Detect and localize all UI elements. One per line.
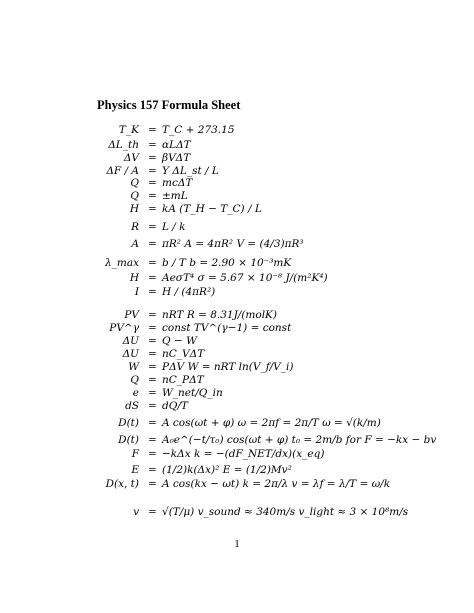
equation-rhs: W_net/Q_in bbox=[162, 387, 223, 399]
equation-rhs: πR² A = 4πR² V = (4/3)πR³ bbox=[162, 238, 304, 250]
equation-rhs: kA (T_H − T_C) / L bbox=[162, 203, 262, 215]
equals-sign: = bbox=[148, 272, 157, 284]
equation-lhs: F bbox=[131, 448, 139, 460]
equation-rhs: nC_PΔT bbox=[162, 374, 204, 386]
equation-lhs: W bbox=[128, 361, 139, 373]
equals-sign: = bbox=[148, 190, 157, 202]
equation-rhs: nRT R = 8.31J/(molK) bbox=[162, 309, 278, 321]
equation-lhs: dS bbox=[125, 400, 139, 412]
page-title: Physics 157 Formula Sheet bbox=[97, 98, 241, 112]
equals-sign: = bbox=[148, 478, 157, 490]
equation-rhs: A₀e^(−t/τ₀) cos(ωt + φ) t₀ = 2m/b for F = −kx − bv bbox=[162, 434, 437, 446]
equation-lhs: ΔL_th bbox=[108, 139, 139, 151]
equals-sign: = bbox=[148, 361, 157, 373]
equals-sign: = bbox=[148, 506, 157, 518]
equation-lhs: A bbox=[131, 238, 139, 250]
equation-row bbox=[0, 506, 474, 524]
equation-rhs: A cos(ωt + φ) ω = 2πf = 2π/T ω = √(k/m) bbox=[162, 417, 381, 429]
equals-sign: = bbox=[148, 335, 157, 347]
equation-rhs: −kΔx k = −(dF_NET/dx)(x_eq) bbox=[162, 448, 325, 460]
equation-lhs: Q bbox=[130, 177, 139, 189]
equation-rhs: A cos(kx − ωt) k = 2π/λ v = λf = λ/T = ω/k bbox=[162, 478, 391, 490]
equals-sign: = bbox=[148, 257, 157, 269]
equals-sign: = bbox=[148, 400, 157, 412]
equation-row bbox=[0, 203, 474, 221]
equals-sign: = bbox=[148, 203, 157, 215]
equation-row bbox=[0, 417, 474, 435]
equation-rhs: H / (4πR²) bbox=[162, 286, 216, 298]
equals-sign: = bbox=[148, 286, 157, 298]
equation-rhs: αLΔT bbox=[162, 139, 191, 151]
equation-rhs: dQ/T bbox=[162, 400, 188, 412]
equation-rhs: ±mL bbox=[162, 190, 188, 202]
equation-rhs: Y ΔL_st / L bbox=[162, 165, 219, 177]
equation-rhs: mcΔT bbox=[162, 177, 193, 189]
equation-rhs: (1/2)k(Δx)² E = (1/2)Mv² bbox=[162, 464, 292, 476]
equation-row bbox=[0, 478, 474, 496]
equation-lhs: D(x, t) bbox=[105, 478, 139, 490]
equation-lhs: e bbox=[132, 387, 139, 399]
equals-sign: = bbox=[148, 417, 157, 429]
equation-row bbox=[0, 286, 474, 304]
equation-lhs: ΔU bbox=[122, 335, 139, 347]
equation-rhs: βVΔT bbox=[162, 152, 191, 164]
equals-sign: = bbox=[148, 124, 157, 136]
equation-rhs: Q − W bbox=[162, 335, 197, 347]
equals-sign: = bbox=[148, 177, 157, 189]
equation-lhs: H bbox=[129, 203, 139, 215]
equals-sign: = bbox=[148, 448, 157, 460]
equation-lhs: D(t) bbox=[118, 417, 139, 429]
equals-sign: = bbox=[148, 221, 157, 233]
equation-rhs: nC_VΔT bbox=[162, 348, 205, 360]
equation-lhs: D(t) bbox=[118, 434, 139, 446]
equals-sign: = bbox=[148, 374, 157, 386]
equation-lhs: T_K bbox=[118, 124, 139, 136]
equation-lhs: ΔU bbox=[122, 348, 139, 360]
equation-lhs: PV^γ bbox=[109, 322, 139, 334]
equation-rhs: T_C + 273.15 bbox=[162, 124, 235, 136]
equation-row bbox=[0, 400, 474, 418]
equation-lhs: E bbox=[131, 464, 139, 476]
equals-sign: = bbox=[148, 434, 157, 446]
equation-lhs: Q bbox=[130, 190, 139, 202]
equation-rhs: L / k bbox=[162, 221, 186, 233]
equals-sign: = bbox=[148, 309, 157, 321]
equation-rhs: b / T b = 2.90 × 10⁻³mK bbox=[162, 257, 292, 269]
equation-lhs: R bbox=[131, 221, 139, 233]
equation-lhs: I bbox=[134, 286, 139, 298]
equation-row bbox=[0, 221, 474, 239]
page-number: 1 bbox=[234, 538, 240, 550]
equation-lhs: ΔV bbox=[123, 152, 139, 164]
equals-sign: = bbox=[148, 238, 157, 250]
equation-rhs: const TV^(γ−1) = const bbox=[162, 322, 292, 334]
equals-sign: = bbox=[148, 348, 157, 360]
equals-sign: = bbox=[148, 464, 157, 476]
equation-lhs: Q bbox=[130, 374, 139, 386]
equals-sign: = bbox=[148, 322, 157, 334]
equation-row bbox=[0, 238, 474, 256]
equals-sign: = bbox=[148, 139, 157, 151]
equation-rhs: PΔV W = nRT ln(V_f/V_i) bbox=[162, 361, 294, 373]
equation-lhs: H bbox=[129, 272, 139, 284]
equation-lhs: ΔF / A bbox=[106, 165, 139, 177]
equation-rhs: AeσT⁴ σ = 5.67 × 10⁻⁸ J/(m²K⁴) bbox=[162, 272, 328, 284]
equation-lhs: PV bbox=[124, 309, 139, 321]
equals-sign: = bbox=[148, 152, 157, 164]
equation-rhs: √(T/μ) v_sound ≈ 340m/s v_light ≈ 3 × 10⁸m/s bbox=[162, 506, 409, 518]
equation-lhs: v bbox=[133, 506, 139, 518]
equals-sign: = bbox=[148, 387, 157, 399]
equation-lhs: λ_max bbox=[104, 257, 139, 269]
equals-sign: = bbox=[148, 165, 157, 177]
